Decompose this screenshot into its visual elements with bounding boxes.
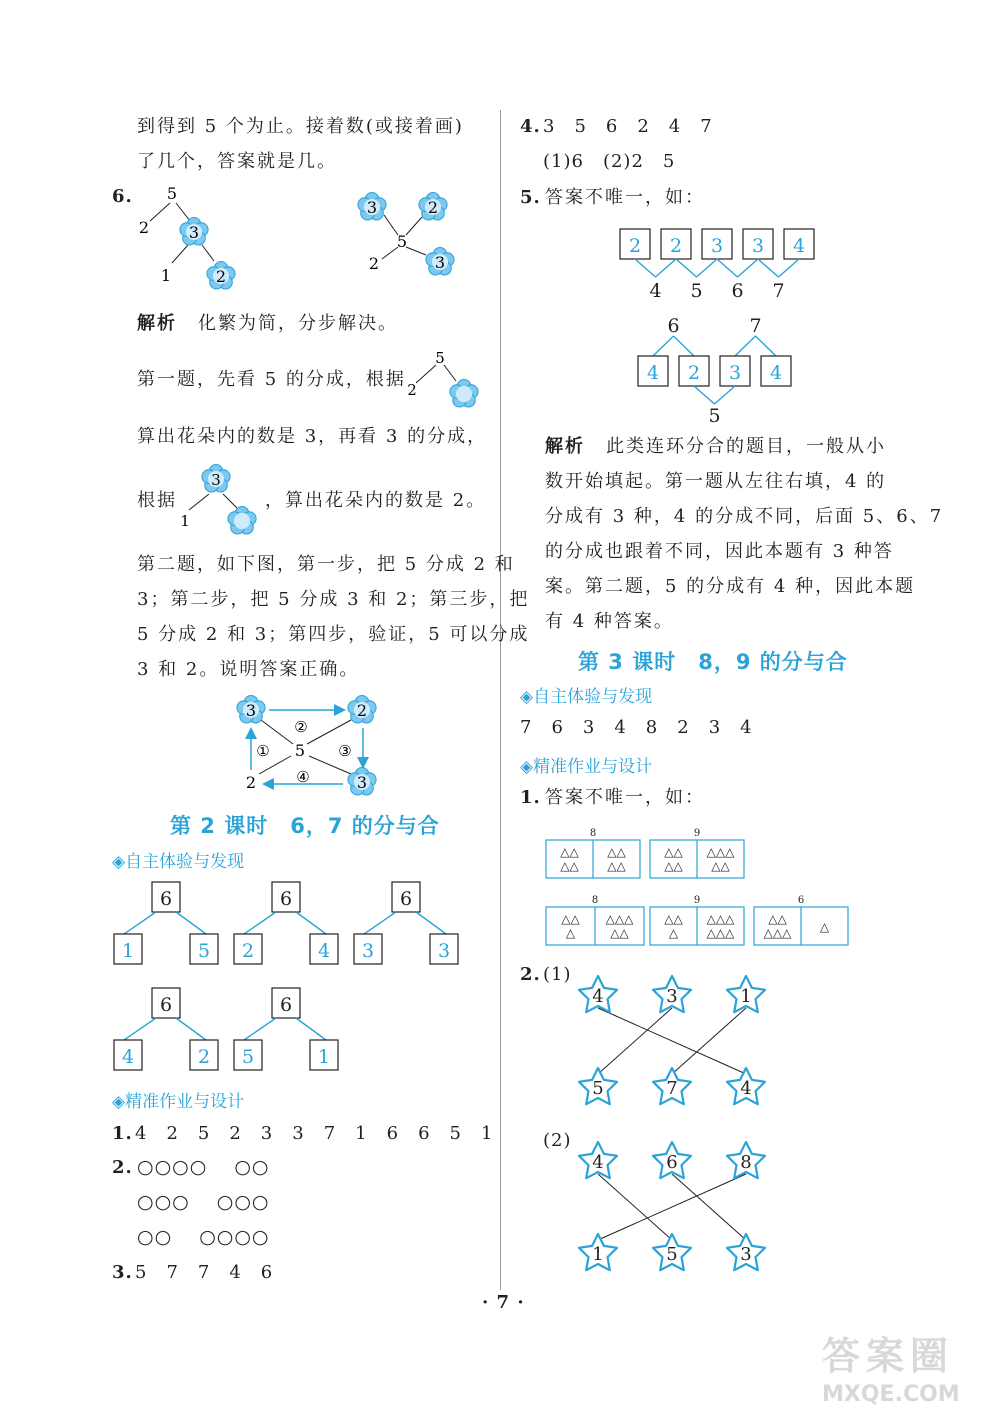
chain1-sum: 6 <box>731 280 744 302</box>
chain2-link <box>653 336 674 356</box>
right-jiexi-line5: 案。第二题，5 的分成有 4 种，因此本题 <box>545 576 916 597</box>
chain1-link <box>758 259 779 277</box>
chain2-bottom: 5 <box>708 405 721 427</box>
p3-tree-left: 1 <box>180 512 190 530</box>
triangle-row: △△ <box>768 912 787 926</box>
lesson-3-title: 第 3 课时 8，9 的分与合 <box>578 650 848 674</box>
right-sub-heading-1: ◈自主体验与发现 <box>520 687 653 707</box>
explain-p4-line1: 第二题，如下图，第一步，把 5 分成 2 和 <box>137 554 515 575</box>
six-tree-right: 2 <box>197 1046 211 1068</box>
p1-mini-tree <box>400 345 485 415</box>
star-matching-2 <box>570 1136 780 1276</box>
chain1-box-value: 4 <box>792 235 806 257</box>
a2-row-2: ○○○ ○○○ <box>137 1191 270 1213</box>
triangle-row: △△△ <box>706 912 735 926</box>
a3-label: 3. <box>112 1262 133 1283</box>
explain-p3-prefix: 根据 <box>137 490 177 511</box>
triangle-box-total: 9 <box>693 828 701 839</box>
triangle-box <box>546 828 640 878</box>
six-tree <box>234 882 338 964</box>
triangle-box <box>650 895 744 945</box>
star-bottom-value: 1 <box>592 1244 604 1265</box>
lesson-2-title: 第 2 课时 6，7 的分与合 <box>170 814 440 838</box>
triangle-box-total: 8 <box>589 828 597 839</box>
jiexi-text: 化繁为简，分步解决。 <box>198 313 398 334</box>
six-tree-right: 1 <box>317 1046 331 1068</box>
triangle-row: △△ <box>607 859 626 873</box>
triangle-row: △ <box>565 926 576 940</box>
explain-p4-line2: 3；第二步，把 5 分成 3 和 2；第三步，把 <box>137 589 530 610</box>
p3-mini-tree <box>175 460 265 540</box>
six-tree-top: 6 <box>279 888 293 910</box>
chain1-box-value: 2 <box>628 235 642 257</box>
star-bottom-value: 3 <box>740 1244 752 1265</box>
star-bottom-value: 4 <box>740 1078 752 1099</box>
tree2-left: 2 <box>368 254 380 273</box>
six-tree-left: 4 <box>121 1046 135 1068</box>
p1-tree-top: 5 <box>435 349 445 367</box>
intro-line-1: 到得到 5 个为止。接着数(或接着画) <box>137 116 464 137</box>
right-jiexi-line4: 的分成也跟着不同，因此本题有 3 种答 <box>545 541 894 562</box>
six-tree-right: 3 <box>437 940 451 962</box>
chain2-link <box>735 336 756 356</box>
star-top-value: 4 <box>592 1152 604 1173</box>
b1-label: 1. <box>520 787 541 808</box>
steps-s3: ③ <box>338 742 352 760</box>
star-top-value: 1 <box>740 986 752 1007</box>
a5-label: 5. <box>520 187 541 208</box>
a4-label: 4. <box>520 116 541 137</box>
chain1-box-value: 2 <box>669 235 683 257</box>
six-decomposition-trees <box>110 878 500 1078</box>
chain1-sum: 7 <box>772 280 785 302</box>
chain1-link <box>676 259 697 277</box>
steps-diagram <box>225 690 385 800</box>
a5-text: 答案不唯一，如： <box>545 187 705 208</box>
star-bottom-value: 5 <box>592 1078 604 1099</box>
chain2-top: 6 <box>667 315 680 337</box>
steps-tr: 2 <box>356 701 368 720</box>
chain2-box-value: 4 <box>646 362 660 384</box>
six-tree-right: 5 <box>197 940 211 962</box>
tree1-left: 2 <box>138 218 150 237</box>
triangle-row: △△ <box>664 859 683 873</box>
six-tree-top: 6 <box>279 994 293 1016</box>
match-line <box>598 1174 746 1240</box>
a1-answers: 4 2 5 2 3 3 7 1 6 6 5 1 <box>135 1123 494 1144</box>
steps-s2: ② <box>294 718 308 736</box>
chain1-link <box>697 259 718 277</box>
chain2-link <box>756 336 777 356</box>
star-top-value: 8 <box>740 1152 752 1173</box>
star-matching-1 <box>570 970 780 1110</box>
chain1-link <box>738 259 759 277</box>
explain-p3-suffix: ，算出花朵内的数是 2。 <box>265 490 487 511</box>
q6-tree-2 <box>350 185 470 280</box>
chain2-link <box>694 386 715 404</box>
triangle-row: △△ <box>664 845 683 859</box>
triangle-row: △△ <box>560 845 579 859</box>
steps-center: 5 <box>294 741 306 760</box>
triangle-row: △△△ <box>706 926 735 940</box>
p1-tree-left: 2 <box>407 381 417 399</box>
six-tree-top: 6 <box>399 888 413 910</box>
steps-bl: 2 <box>245 773 257 792</box>
steps-tl: 3 <box>245 701 257 720</box>
b1-text: 答案不唯一，如： <box>545 787 705 808</box>
six-tree <box>234 988 338 1070</box>
chain2-link <box>715 386 736 404</box>
six-tree-left: 2 <box>241 940 255 962</box>
match-line <box>598 1008 746 1074</box>
triangle-box-total: 9 <box>693 895 701 906</box>
a2-row-3: ○○ ○○○○ <box>137 1226 270 1248</box>
triangle-row: △△ <box>560 859 579 873</box>
right-sub-heading-2: ◈精准作业与设计 <box>520 757 653 777</box>
explain-p1: 第一题，先看 5 的分成，根据 <box>137 369 406 390</box>
explain-p4-line3: 5 分成 2 和 3；第四步，验证，5 可以分成 <box>137 624 530 645</box>
chain1-sum: 5 <box>690 280 703 302</box>
chain1-link <box>779 259 800 277</box>
triangle-groups <box>540 822 860 952</box>
tree2-flower-c: 3 <box>434 253 446 272</box>
tree1-left2: 1 <box>160 266 172 285</box>
steps-br: 3 <box>356 773 368 792</box>
watermark-text: MXQE.COM <box>822 1382 960 1407</box>
chain2-top: 7 <box>749 315 762 337</box>
right-jiexi-line3: 分成有 3 种，4 的分成不同，后面 5、6、7 <box>545 506 944 527</box>
six-tree <box>114 988 218 1070</box>
right-jiexi-line6: 有 4 种答案。 <box>545 611 674 632</box>
lesson-3-answer-row: 7 6 3 4 8 2 3 4 <box>520 717 753 738</box>
b2-label: 2. <box>520 964 541 985</box>
match-line <box>672 1008 746 1074</box>
star-top-value: 6 <box>666 1152 678 1173</box>
q6-label: 6. <box>112 186 133 207</box>
triangle-row: △△△ <box>706 845 735 859</box>
right-jiexi-label: 解析 <box>545 436 585 457</box>
chain2-box-value: 3 <box>728 362 742 384</box>
b2-part1-label: (1) <box>543 964 572 985</box>
triangle-box <box>546 895 644 945</box>
a2-label: 2. <box>112 1157 133 1178</box>
tree2-center: 5 <box>396 232 408 251</box>
tree2-flower-a: 3 <box>366 198 378 217</box>
left-sub-heading-1: ◈自主体验与发现 <box>112 852 245 872</box>
chain1-box-value: 3 <box>751 235 765 257</box>
triangle-row: △△ <box>561 912 580 926</box>
star-top-value: 4 <box>592 986 604 1007</box>
triangle-row: △△ <box>711 859 730 873</box>
chain1-link <box>635 259 656 277</box>
tree1-flower: 3 <box>188 223 200 242</box>
jiexi-label: 解析 <box>137 313 177 334</box>
explain-p4-line4: 3 和 2。说明答案正确。 <box>137 659 360 680</box>
triangle-box <box>754 895 848 945</box>
triangle-row: △△ <box>610 926 629 940</box>
q6-tree-1 <box>130 185 250 295</box>
match-line <box>598 1174 672 1240</box>
star-bottom-value: 5 <box>666 1244 678 1265</box>
tree1-top: 5 <box>166 185 178 203</box>
triangle-row: △△ <box>607 845 626 859</box>
chain1-box-value: 3 <box>710 235 724 257</box>
chain1-link <box>656 259 677 277</box>
star-bottom-value: 7 <box>666 1078 678 1099</box>
triangle-box-total: 6 <box>797 895 805 906</box>
right-jiexi-line2: 数开始填起。第一题从左往右填，4 的 <box>545 471 887 492</box>
watermark-logo: 答案圈 MXQE.COM <box>822 1325 992 1405</box>
a4-sub-answers: (1)6 (2)2 5 <box>543 151 676 172</box>
triangle-row: △△△ <box>763 926 792 940</box>
column-divider <box>500 110 501 1290</box>
chain1-link <box>717 259 738 277</box>
steps-s1: ① <box>256 742 270 760</box>
six-tree <box>354 882 458 964</box>
explain-p2: 算出花朵内的数是 3，再看 3 的分成， <box>137 426 488 447</box>
triangle-row: △ <box>668 926 679 940</box>
six-tree-left: 3 <box>361 940 375 962</box>
page-number: · 7 · <box>482 1292 525 1313</box>
triangle-row: △△△ <box>605 912 634 926</box>
six-tree <box>114 882 218 964</box>
triangle-row: △ <box>819 920 830 934</box>
tree2-flower-b: 2 <box>427 198 439 217</box>
chain1-sum: 4 <box>649 280 662 302</box>
six-tree-top: 6 <box>159 994 173 1016</box>
a2-row-1: ○○○○ ○○ <box>137 1156 270 1178</box>
six-tree-right: 4 <box>317 940 331 962</box>
chain-diagram-1 <box>615 225 825 305</box>
b2-part2-label: (2) <box>543 1130 572 1151</box>
six-tree-top: 6 <box>159 888 173 910</box>
a3-answers: 5 7 7 4 6 <box>135 1262 274 1283</box>
six-tree-left: 5 <box>241 1046 255 1068</box>
left-sub-heading-2: ◈精准作业与设计 <box>112 1092 245 1112</box>
six-tree-left: 1 <box>121 940 135 962</box>
chain2-box-value: 4 <box>769 362 783 384</box>
chain2-box-value: 2 <box>687 362 701 384</box>
intro-line-2: 了几个，答案就是几。 <box>137 151 337 172</box>
steps-s4: ④ <box>296 768 310 786</box>
tree1-flower2: 2 <box>215 267 227 286</box>
triangle-box-total: 8 <box>591 895 599 906</box>
p3-tree-flower: 3 <box>211 471 221 489</box>
a4-answers: 3 5 6 2 4 7 <box>543 116 713 137</box>
a1-label: 1. <box>112 1123 133 1144</box>
right-jiexi-line1: 此类连环分合的题目，一般从小 <box>606 436 886 457</box>
chain2-link <box>674 336 695 356</box>
match-line <box>598 1008 672 1074</box>
match-line <box>672 1174 746 1240</box>
star-top-value: 3 <box>666 986 678 1007</box>
triangle-row: △△ <box>664 912 683 926</box>
chain-diagram-2 <box>630 312 800 427</box>
triangle-box <box>650 828 744 878</box>
